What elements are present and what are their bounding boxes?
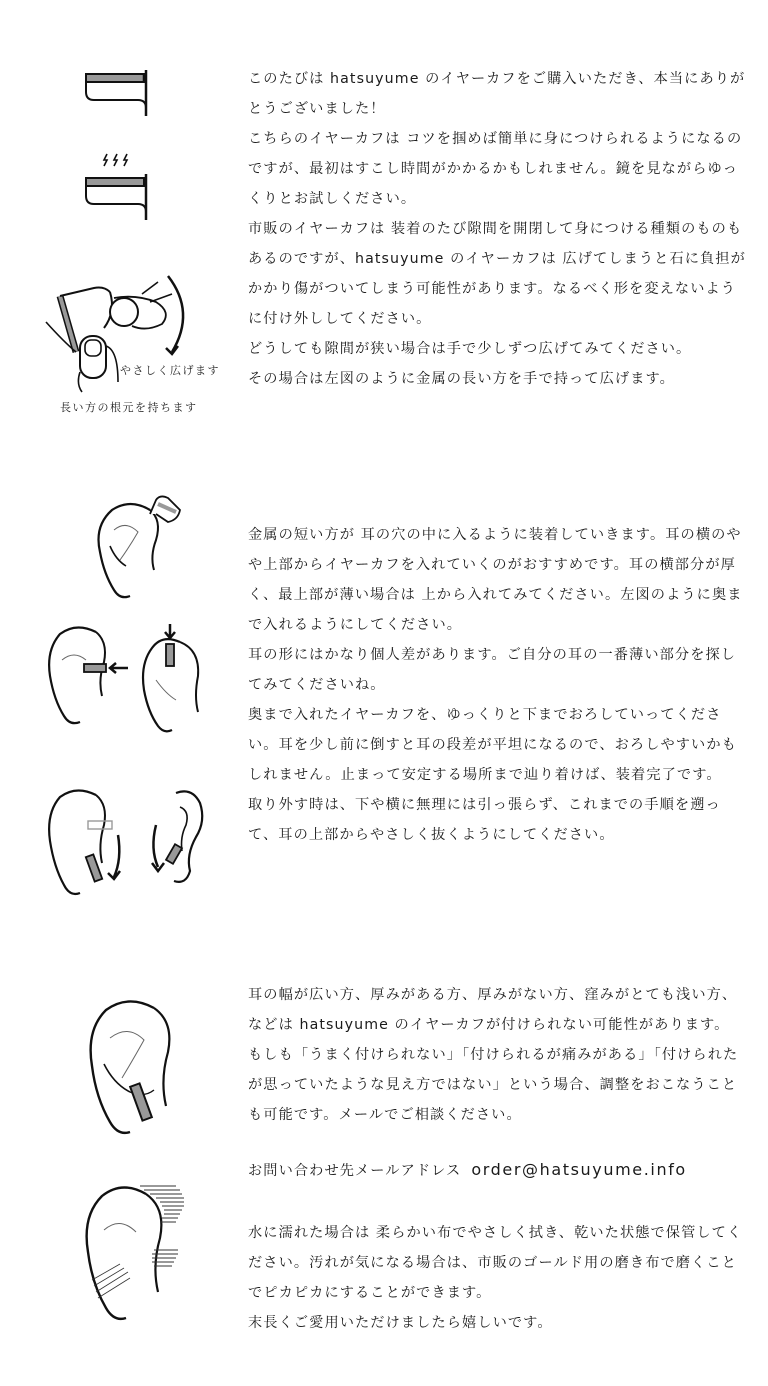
wearing-text: [248, 520, 748, 850]
section-wearing: [0, 480, 768, 920]
contact-label: お問い合わせ先メールアドレス: [248, 1163, 462, 1179]
intro-paragraph-4: どうしても隙間が狭い場合は手で少しずつ広げてみてください。: [248, 341, 692, 357]
wearing-paragraph-1: 金属の短い方が 耳の穴の中に入るように装着していきます。耳の横のやや上部からイヤーカフを入れていくのがおすすめです。耳の横部分が厚く、最上部が薄い場合は 上から入れてみてください。左図のように奥まで入れるようにしてください。: [248, 527, 743, 633]
earcuff-stress-icon: [80, 152, 155, 227]
ear-side-insert-illustration: [46, 620, 136, 730]
section-intro: [0, 0, 768, 440]
ear-top-down-illustration: [140, 620, 220, 740]
ear-top-insert-illustration: [90, 490, 200, 600]
intro-paragraph-5: その場合は左図のように金属の長い方を手で持って広げます。: [248, 371, 675, 387]
care-paragraph-2: 末長くご愛用いただけましたら嬉しいです。: [248, 1315, 553, 1331]
caption-gentle: やさしく広げます: [120, 364, 220, 377]
care-paragraph-1: 水に濡れた場合は 柔らかい布でやさしく拭き、乾いた状態で保管してください。汚れが気になる場合は、市販のゴールド用の磨き布で磨くことでピカピカにすることができます。: [248, 1225, 743, 1301]
intro-paragraph-3: 市販のイヤーカフは 装着のたび隙間を開閉して身につける種類のものもあるのですが、hatsuyume のイヤーカフは 広げてしまうと石に負担がかかり傷がついてしまう可能性があります。なるべく形を変えないように付け外ししてください。: [248, 221, 746, 327]
wearing-paragraph-2: 耳の形にはかなり個人差があります。ご自分の耳の一番薄い部分を探してみてくださいね。: [248, 647, 737, 693]
ear-worn-illustration: [84, 994, 194, 1144]
ear-polish-illustration: [80, 1180, 190, 1330]
care-text: [248, 1218, 743, 1338]
intro-paragraph-1: このたびは hatsuyume のイヤーカフをご購入いただき、本当にありがとうございました！: [248, 71, 746, 117]
contact-line: [248, 1160, 748, 1180]
adjust-text: [248, 980, 743, 1130]
section-adjust-care: [0, 970, 768, 1370]
wearing-paragraph-4: 取り外す時は、下や横に無理には引っ張らず、これまでの手順を遡って、耳の上部からやさしく抜くようにしてください。: [248, 797, 721, 843]
adjust-paragraph: 耳の幅が広い方、厚みがある方、厚みがない方、窪みがとても浅い方、などは hatsuyume のイヤーカフが付けられない可能性があります。もしも「うまく付けられない」「付けられるが痛みがある」「付けられたが思っていたような見え方ではない」という場合、調整をおこなうことも可能です。メールでご相談ください。: [248, 987, 739, 1123]
caption-hold: 長い方の根元を持ちます: [60, 401, 198, 414]
wearing-paragraph-3: 奥まで入れたイヤーカフを、ゆっくりと下までおろしていってください。耳を少し前に倒すと耳の段差が平坦になるので、おろしやすいかもしれません。止まって安定する場所まで辿り着けば、装着完了です。: [248, 707, 737, 783]
ear-remove-illustration: [140, 785, 220, 895]
earcuff-shape-icon: [80, 70, 155, 120]
ear-slide-down-illustration: [46, 785, 136, 905]
contact-email-link[interactable]: order@hatsuyume.info: [471, 1160, 687, 1179]
intro-paragraph-2: こちらのイヤーカフは コツを掴めば簡単に身につけられるようになるのですが、最初はすこし時間がかかるかもしれません。鏡を見ながらゆっくりとお試しください。: [248, 131, 743, 207]
intro-text: [248, 64, 748, 394]
